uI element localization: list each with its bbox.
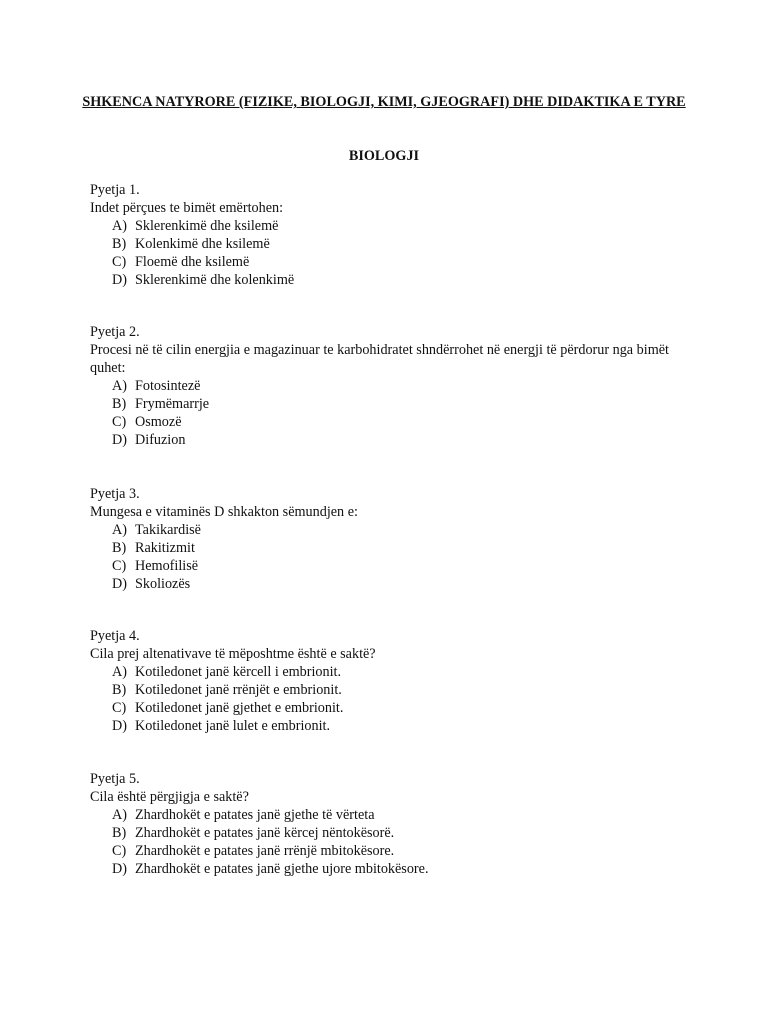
option-letter: C)	[112, 414, 127, 430]
option-letter: C)	[112, 558, 127, 574]
question-1	[90, 181, 690, 289]
option-text: Difuzion	[135, 432, 186, 448]
option-letter: B)	[112, 682, 127, 698]
option-letter: D)	[112, 576, 127, 592]
answer-option-d	[90, 575, 690, 593]
option-text: Zhardhokët e patates janë kërcej nëntokësorë.	[135, 825, 395, 841]
option-letter: B)	[112, 825, 127, 841]
option-letter: D)	[112, 861, 127, 877]
option-text: Kotiledonet janë lulet e embrionit.	[135, 718, 331, 734]
question-text: Procesi në të cilin energjia e magazinuar te karbohidratet shndërrohet në energji të përdorur nga bimët quhet:	[90, 342, 669, 376]
option-text: Zhardhokët e patates janë rrënjë mbitokësore.	[135, 843, 395, 859]
answer-option-b	[90, 235, 690, 253]
option-letter: C)	[112, 254, 127, 270]
question-text: Mungesa e vitaminës D shkakton sëmundjen e:	[90, 504, 358, 520]
option-text: Kotiledonet janë rrënjët e embrionit.	[135, 682, 342, 698]
answer-options	[90, 521, 690, 593]
option-text: Osmozë	[135, 414, 182, 430]
question-text: Indet përçues te bimët emërtohen:	[90, 200, 284, 216]
answer-option-c	[90, 699, 690, 717]
option-text: Skoliozës	[135, 576, 191, 592]
option-text: Zhardhokët e patates janë gjethe të vërteta	[135, 807, 375, 823]
option-text: Zhardhokët e patates janë gjethe ujore mbitokësore.	[135, 861, 429, 877]
question-3	[90, 485, 690, 593]
option-text: Sklerenkimë dhe ksilemë	[135, 218, 279, 234]
option-letter: A)	[112, 664, 127, 680]
answer-option-d	[90, 717, 690, 735]
subject-heading: BIOLOGJI	[348, 148, 420, 164]
answer-option-d	[90, 431, 690, 449]
answer-options	[90, 217, 690, 289]
answer-option-c	[90, 842, 690, 860]
answer-options	[90, 377, 690, 449]
option-letter: A)	[112, 522, 127, 538]
answer-option-a	[90, 521, 690, 539]
option-text: Kotiledonet janë gjethet e embrionit.	[135, 700, 344, 716]
question-label: Pyetja 4.	[90, 628, 140, 644]
question-label: Pyetja 2.	[90, 324, 140, 340]
option-text: Rakitizmit	[135, 540, 195, 556]
option-letter: B)	[112, 396, 127, 412]
option-text: Kotiledonet janë kërcell i embrionit.	[135, 664, 342, 680]
question-2	[90, 323, 690, 449]
option-letter: C)	[112, 843, 127, 859]
option-text: Fotosintezë	[135, 378, 201, 394]
answer-option-a	[90, 663, 690, 681]
option-letter: B)	[112, 236, 127, 252]
option-text: Hemofilisë	[135, 558, 199, 574]
answer-option-c	[90, 253, 690, 271]
answer-option-b	[90, 539, 690, 557]
option-text: Floemë dhe ksilemë	[135, 254, 250, 270]
option-letter: D)	[112, 432, 127, 448]
option-text: Kolenkimë dhe ksilemë	[135, 236, 270, 252]
answer-option-b	[90, 395, 690, 413]
answer-option-c	[90, 413, 690, 431]
option-letter: A)	[112, 218, 127, 234]
option-letter: D)	[112, 718, 127, 734]
answer-option-c	[90, 557, 690, 575]
document-title: SHKENCA NATYRORE (FIZIKE, BIOLOGJI, KIMI, GJEOGRAFI) DHE DIDAKTIKA E TYRE	[82, 94, 686, 110]
question-label: Pyetja 3.	[90, 486, 140, 502]
option-text: Frymëmarrje	[135, 396, 210, 412]
answer-option-b	[90, 824, 690, 842]
option-text: Sklerenkimë dhe kolenkimë	[135, 272, 295, 288]
option-letter: A)	[112, 378, 127, 394]
question-4	[90, 627, 690, 735]
question-text: Cila është përgjigja e saktë?	[90, 789, 249, 805]
option-letter: C)	[112, 700, 127, 716]
option-letter: B)	[112, 540, 127, 556]
option-letter: D)	[112, 272, 127, 288]
answer-option-d	[90, 271, 690, 289]
option-text: Takikardisë	[135, 522, 201, 538]
question-label: Pyetja 5.	[90, 771, 140, 787]
question-5	[90, 770, 690, 878]
answer-option-a	[90, 377, 690, 395]
answer-options	[90, 663, 690, 735]
answer-options	[90, 806, 690, 878]
question-text: Cila prej altenativave të mëposhtme është e saktë?	[90, 646, 376, 662]
answer-option-a	[90, 806, 690, 824]
option-letter: A)	[112, 807, 127, 823]
answer-option-d	[90, 860, 690, 878]
answer-option-b	[90, 681, 690, 699]
answer-option-a	[90, 217, 690, 235]
question-label: Pyetja 1.	[90, 182, 140, 198]
